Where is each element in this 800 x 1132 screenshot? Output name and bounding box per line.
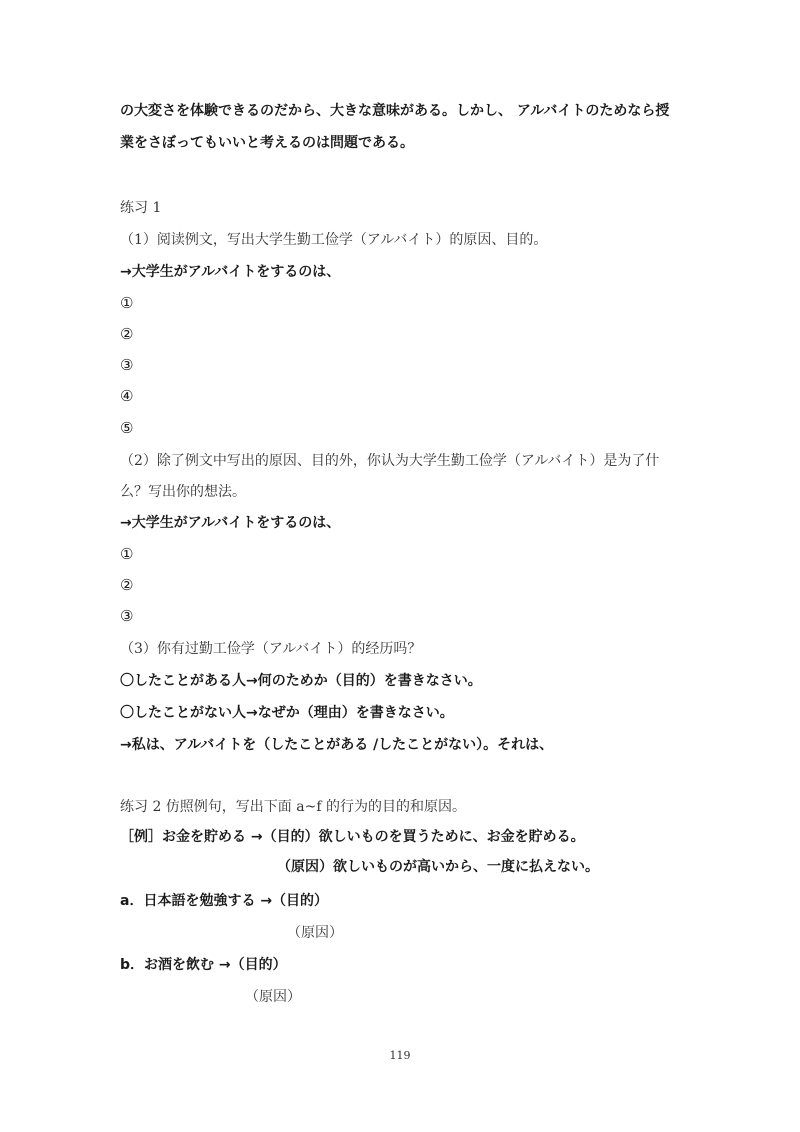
item-b: b．お酒を飲む →（目的） [120,957,287,973]
exercise-1-q2-lead: →大学生がアルバイトをするのは、 [120,515,341,531]
answer-number: ① [120,545,134,563]
exercise-1-q3-answer: →私は、アルバイトを（したことがある /したことがない）。それは、 [120,737,554,753]
item-a-reason: （原因） [287,925,343,941]
exercise-2-title: 练习 2 仿照例句，写出下面 a~f 的行为的目的和原因。 [120,799,466,815]
exercise-1-q3-option-2: 〇したことがない人→なぜか（理由）を書きなさい。 [120,705,454,721]
exercise-1-q2-prompt-line-1: （2）除了例文中写出的原因、目的外，你认为大学生勤工俭学（アルバイト）是为了什 [120,453,660,469]
page-number: 119 [389,1049,411,1062]
item-b-reason: （原因） [245,989,301,1005]
answer-number: ② [120,325,134,343]
answer-number: ② [120,576,134,594]
exercise-1-q2-prompt-line-2: 么？写出你的想法。 [120,484,246,500]
answer-number: ③ [120,356,134,374]
exercise-1-q1-lead: →大学生がアルバイトをするのは、 [120,264,341,280]
item-a: a．日本語を勉強する →（目的） [120,893,329,909]
intro-line-1: の大変さを体験できるのだから、大きな意味がある。しかし、 アルバイトのためなら授 [120,103,670,119]
exercise-1-q1-prompt: （1）阅读例文，写出大学生勤工俭学（アルバイト）的原因、目的。 [120,232,548,248]
exercise-1-title: 练习 1 [120,200,162,216]
example-purpose: ［例］お金を貯める →（目的）欲しいものを買うために、お金を貯める。 [120,829,585,845]
answer-number: ⑤ [120,419,134,437]
answer-number: ④ [120,387,134,405]
exercise-1-q3-prompt: （3）你有过勤工俭学（アルバイト）的经历吗？ [120,641,422,657]
exercise-1-q3-option-1: 〇したことがある人→何のためか（目的）を書きなさい。 [120,673,482,689]
answer-number: ③ [120,607,134,625]
intro-line-2: 業をさぼってもいいと考えるのは問題である。 [120,135,414,151]
example-reason: （原因）欲しいものが高いから、一度に払えない。 [277,859,599,875]
answer-number: ① [120,294,134,312]
